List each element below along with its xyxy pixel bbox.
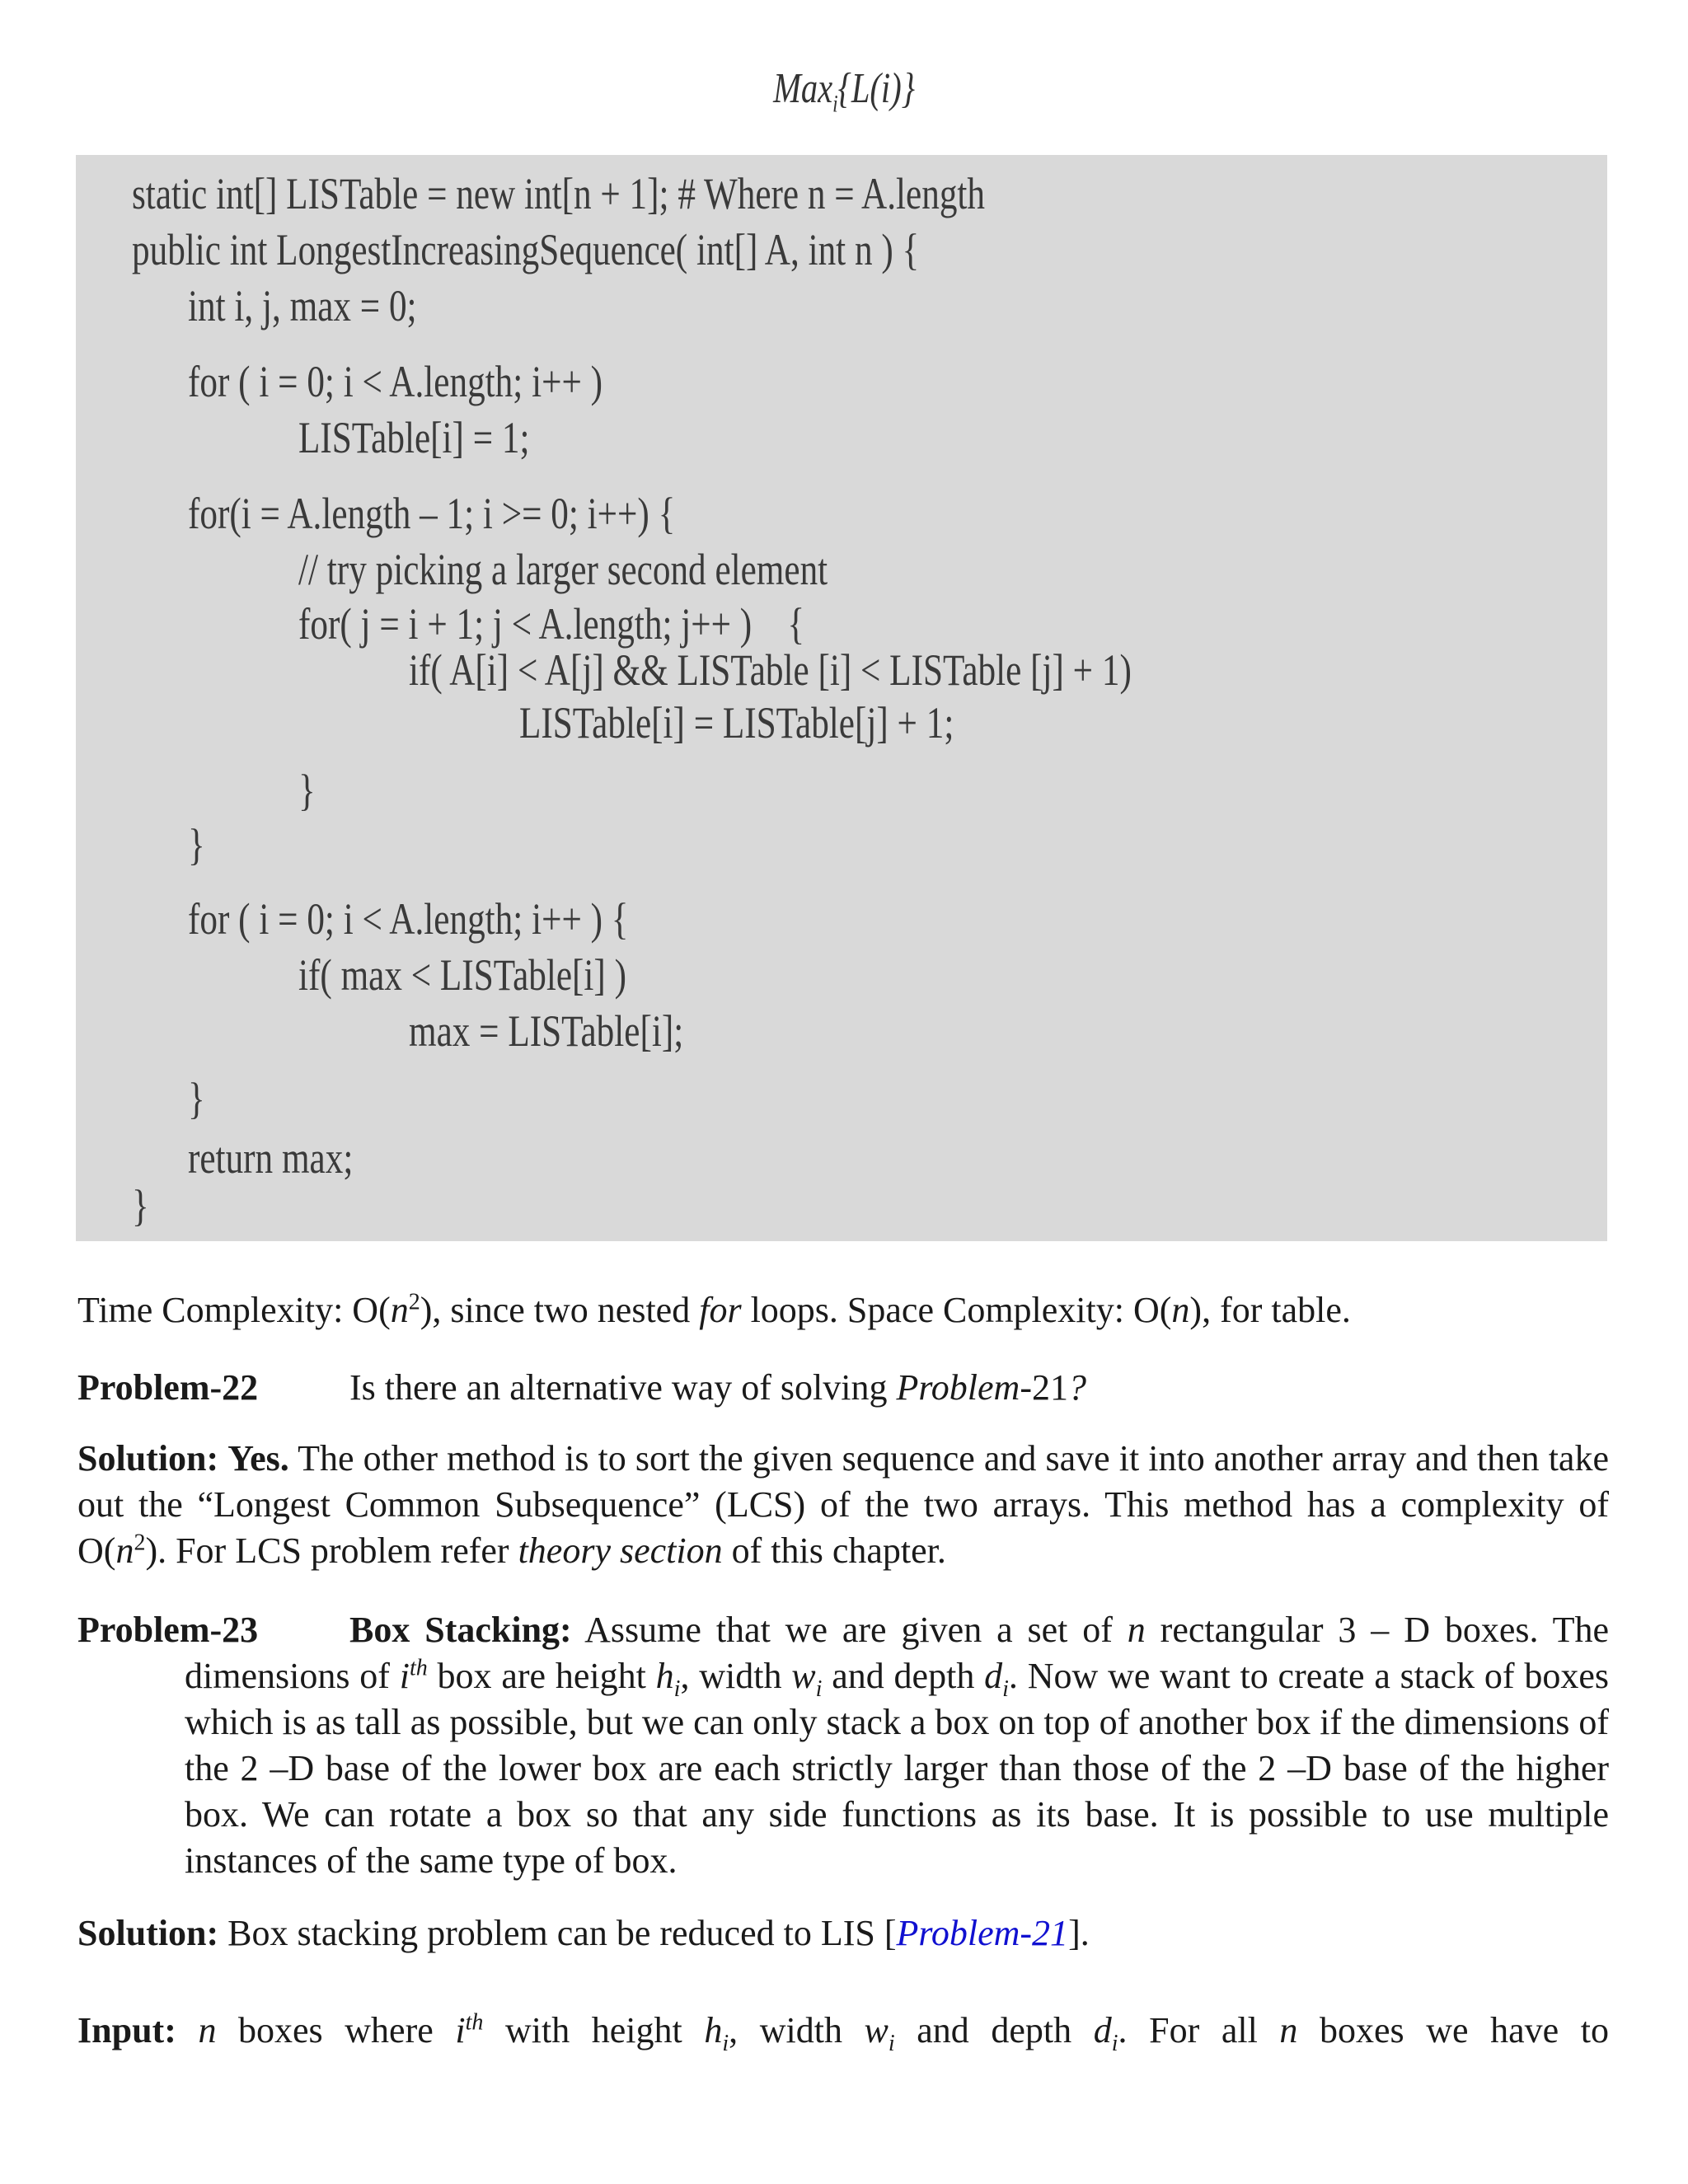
text-run: loops. Space Complexity: O(: [741, 1290, 1172, 1330]
code-line: max = LISTable[i];: [409, 1006, 684, 1056]
text-run: box are height: [427, 1656, 656, 1696]
question-mark: ?: [1068, 1367, 1086, 1408]
math-n: n: [1279, 2010, 1298, 2050]
subscript-i: i: [673, 1675, 681, 1702]
text-run: with height: [483, 2010, 705, 2050]
code-line: return max;: [188, 1133, 354, 1183]
problem-label: Problem-23: [77, 1610, 259, 1650]
text-run: Box stacking problem can be reduced to LIS [: [218, 1913, 897, 1953]
text-run: and depth: [822, 1656, 985, 1696]
problem-title: Box Stacking:: [349, 1610, 572, 1650]
code-line: }: [188, 1074, 205, 1123]
solution-23: [77, 1910, 1609, 1957]
formula-base: Max: [773, 65, 833, 112]
text-run: ), for table.: [1189, 1290, 1351, 1330]
code-line: }: [188, 820, 205, 869]
problem-label: Problem-22: [77, 1367, 259, 1408]
text-run: ), since two nested: [420, 1290, 700, 1330]
code-line: public int LongestIncreasingSequence( int[] A, int n ) {: [132, 225, 920, 274]
subscript-i: i: [1002, 1675, 1009, 1702]
text-run: boxes we have to: [1297, 2010, 1610, 2050]
theory-section-ref: theory section: [518, 1530, 723, 1571]
input-paragraph: [77, 2008, 1609, 2054]
formula-subscript: i: [832, 90, 838, 118]
superscript-th: th: [465, 2009, 484, 2036]
math-n: n: [198, 2010, 217, 2050]
code-line: }: [132, 1181, 149, 1230]
text-run: , width: [680, 1656, 792, 1696]
code-line: // try picking a larger second element: [298, 545, 828, 594]
solution-yes: Yes.: [227, 1438, 289, 1479]
code-line: int i, j, max = 0;: [188, 281, 417, 330]
text-run: ].: [1068, 1913, 1090, 1953]
code-line: }: [298, 766, 316, 815]
text-run: The other method is to sort the given sequence and save it into another array and then take out the “Longest Common Subsequence” (LCS) of the two arrays. This method has a complexity of O(: [77, 1438, 1609, 1571]
text-run: rectangular 3 – D boxes. The dimensions of: [185, 1610, 1609, 1696]
math-d: d: [984, 1656, 1003, 1696]
text-run: . For all: [1118, 2010, 1280, 2050]
problem-question: Is there an alternative way of solving: [349, 1367, 897, 1408]
problem-23: [77, 1607, 1609, 1884]
input-label: Input:: [77, 2010, 176, 2050]
math-n: n: [1171, 1290, 1190, 1330]
math-w: w: [864, 2010, 889, 2050]
math-h: h: [655, 1656, 674, 1696]
code-line: for ( i = 0; i < A.length; i++ ): [188, 357, 603, 406]
time-complexity-text: [77, 1287, 1609, 1333]
text-run: ). For LCS problem refer: [145, 1530, 518, 1571]
max-formula: [185, 64, 1502, 130]
subscript-i: i: [815, 1675, 823, 1702]
problem-22: [77, 1365, 1609, 1411]
formula-rest: {L(i)}: [837, 65, 915, 112]
math-exponent: 2: [408, 1289, 420, 1315]
math-d: d: [1093, 2010, 1112, 2050]
problem-ref: Problem: [896, 1367, 1020, 1408]
code-line: static int[] LISTable = new int[n + 1]; # Where n = A.length: [132, 169, 986, 218]
subscript-i: i: [888, 2030, 895, 2056]
text-run: Assume that we are given a set of: [571, 1610, 1128, 1650]
math-exponent: 2: [134, 1530, 146, 1556]
code-block: [76, 155, 1607, 1241]
problem-ref-number: -21: [1020, 1367, 1068, 1408]
solution-22: [77, 1436, 1609, 1574]
text-run: , width: [729, 2010, 865, 2050]
code-line: LISTable[i] = 1;: [298, 413, 530, 462]
math-n: n: [390, 1290, 409, 1330]
code-line: for(i = A.length – 1; i >= 0; i++) {: [188, 489, 676, 538]
text-run: boxes where: [216, 2010, 456, 2050]
text-run: and depth: [894, 2010, 1094, 2050]
code-line: for( j = i + 1; j < A.length; j++ ) {: [298, 599, 805, 649]
math-h: h: [704, 2010, 723, 2050]
code-line: if( A[i] < A[j] && LISTable [i] < LISTable [j] + 1): [409, 645, 1132, 695]
text-run: of this chapter.: [722, 1530, 946, 1571]
problem-21-link[interactable]: Problem-21: [896, 1913, 1069, 1953]
superscript-th: th: [409, 1655, 428, 1681]
code-line: if( max < LISTable[i] ): [298, 950, 626, 1000]
math-n: n: [1127, 1610, 1146, 1650]
math-w: w: [791, 1656, 816, 1696]
text-run: Time Complexity: O(: [77, 1290, 391, 1330]
text-run: . Now we want to create a stack of boxes which is as tall as possible, but we can only stack a box on top of another box if the dimensions of the 2 –D base of the lower box are each strictly larger than those of the 2 –D base of the higher box. We can rotate a box so that any side functions as its base. It is possible to use multiple instances of the same type of box.: [185, 1656, 1609, 1881]
math-n: n: [115, 1530, 134, 1571]
solution-label: Solution:: [77, 1913, 219, 1953]
solution-label: Solution:: [77, 1438, 219, 1479]
subscript-i: i: [722, 2030, 729, 2056]
keyword-for: for: [699, 1290, 742, 1330]
subscript-i: i: [1111, 2030, 1118, 2056]
math-i: i: [399, 1656, 410, 1696]
math-i: i: [455, 2010, 466, 2050]
code-line: LISTable[i] = LISTable[j] + 1;: [519, 698, 954, 748]
code-line: for ( i = 0; i < A.length; i++ ) {: [188, 894, 629, 944]
